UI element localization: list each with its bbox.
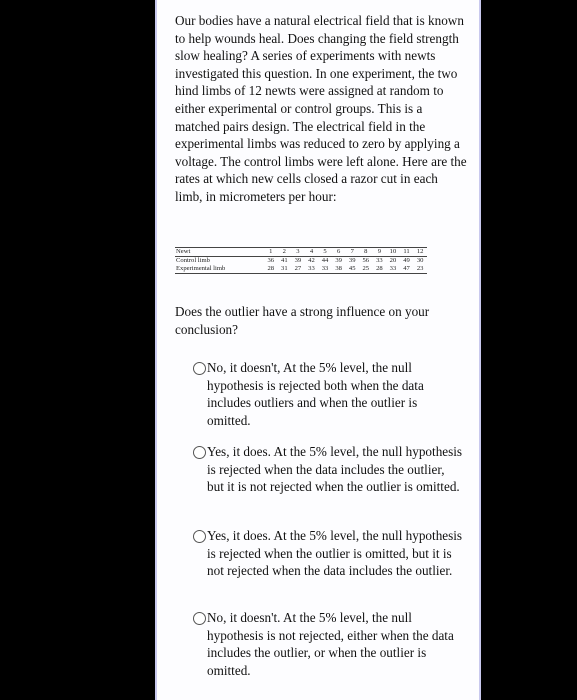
table-cell: 39 xyxy=(294,257,302,264)
table-column-header: 4 xyxy=(305,248,319,257)
answer-option-text: Yes, it does. At the 5% level, the null hypothesis is rejected when the data includes the outlier, but it is not rejected when the outlier is omitted. xyxy=(207,444,463,495)
table-row-label: Experimental limb xyxy=(175,265,264,274)
newt-data-table xyxy=(175,247,427,274)
table-cell: 25 xyxy=(359,265,373,274)
table-row-control xyxy=(175,257,427,266)
radio-button[interactable] xyxy=(193,612,206,625)
table-cell: 42 xyxy=(308,257,315,264)
table-cell: 38 xyxy=(332,265,346,274)
table-cell: 33 xyxy=(305,265,319,274)
table-cell: 39 xyxy=(348,257,356,264)
table-cell: 31 xyxy=(278,265,292,274)
table-cell: 30 xyxy=(416,257,424,264)
table-column-header: 12 xyxy=(413,248,427,257)
table-column-header: 8 xyxy=(359,248,373,257)
table-row-experimental xyxy=(175,265,427,274)
table-cell: 45 xyxy=(345,265,359,274)
table-cell: 41 xyxy=(281,257,288,264)
answer-option-text: No, it doesn't, At the 5% level, the null hypothesis is rejected both when the data includes outliers and when the outlier is omitted. xyxy=(207,360,424,428)
question-prompt: Does the outlier have a strong influence on your conclusion? xyxy=(175,304,430,337)
question-text: Our bodies have a natural electrical field that is known to help wounds heal. Does changing the field strength slow healing? A series of experiments with newts investigated this question. In one experiment, the two hind limbs of 12 newts were assigned at random to either experimental or control groups. This is a matched pairs design. The electrical field in the experimental limbs was reduced to zero by applying a voltage. The control limbs were left alone. Here are the rates at which new cells closed a razor cut in each limb, in micrometers per hour: xyxy=(175,13,467,204)
table-column-header: 11 xyxy=(400,248,414,257)
table-row-label: Control limb xyxy=(176,257,210,264)
table-cell: 39 xyxy=(335,257,342,264)
table-cell: 33 xyxy=(318,265,332,274)
table-cell: 56 xyxy=(362,257,370,264)
table-column-header: 1 xyxy=(264,248,278,257)
table-column-header: 5 xyxy=(318,248,332,257)
table-column-header: 3 xyxy=(291,248,305,257)
radio-button[interactable] xyxy=(193,446,206,459)
table-cell: 44 xyxy=(321,257,329,264)
question-page xyxy=(155,0,481,700)
table-cell: 47 xyxy=(400,265,414,274)
table-column-header: 2 xyxy=(278,248,292,257)
table-cell: 27 xyxy=(291,265,305,274)
table-cell: 23 xyxy=(413,265,427,274)
table-cell: 28 xyxy=(264,265,278,274)
radio-button[interactable] xyxy=(193,362,206,375)
table-column-header: 7 xyxy=(345,248,359,257)
table-column-header: 6 xyxy=(332,248,346,257)
table-cell: 20 xyxy=(389,257,397,264)
table-cell: 33 xyxy=(386,265,400,274)
table-header-row xyxy=(175,248,427,257)
answer-option-text: No, it doesn't. At the 5% level, the null hypothesis is not rejected, either when the data includes the outlier, or when the outlier is omitted. xyxy=(207,610,454,678)
table-header-label: Newt xyxy=(175,248,264,257)
table-column-header: 10 xyxy=(386,248,400,257)
table-cell: 28 xyxy=(373,265,387,274)
table-cell: 36 xyxy=(267,257,275,264)
table-cell: 33 xyxy=(376,257,383,264)
table-cell: 49 xyxy=(403,257,410,264)
table-column-header: 9 xyxy=(373,248,387,257)
answer-option-text: Yes, it does. At the 5% level, the null hypothesis is rejected when the outlier is omitted, but it is not rejected when the data includes the outlier. xyxy=(207,528,463,579)
radio-button[interactable] xyxy=(193,530,206,543)
